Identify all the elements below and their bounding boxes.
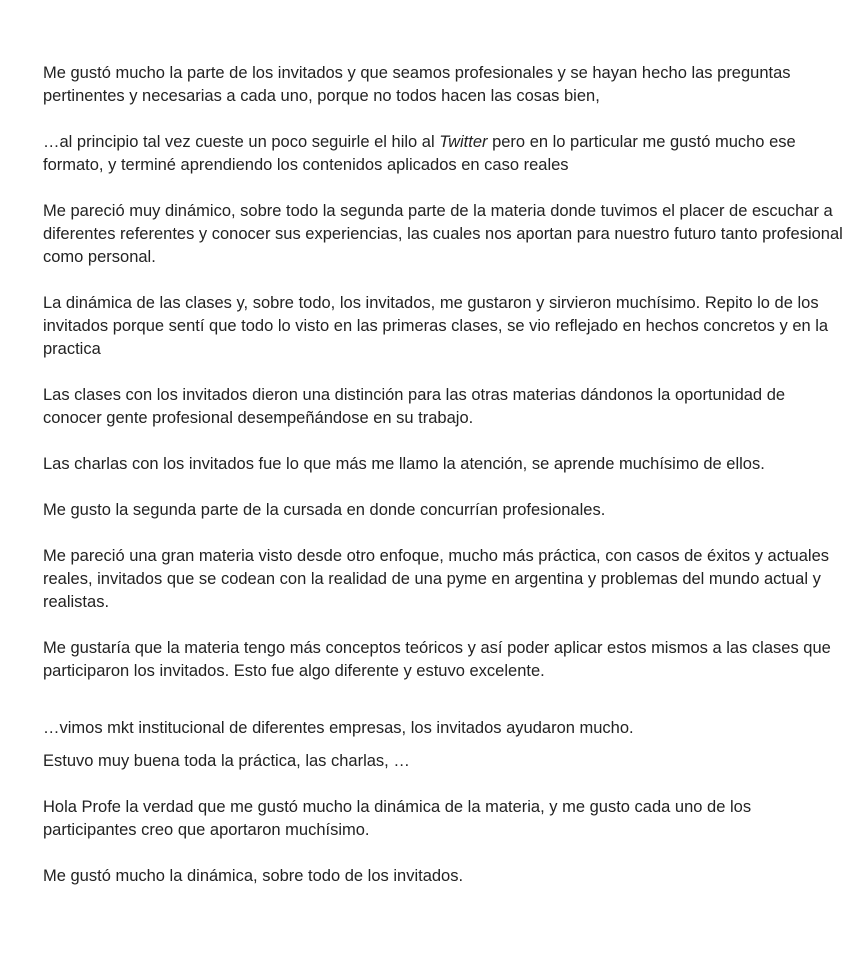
comment-12: Hola Profe la verdad que me gustó mucho la dinámica de la materia, y me gusto cada uno de los participantes creo que aportaron muchísimo. xyxy=(43,798,752,839)
comment-2-post: pero en lo particular me gustó mucho ese formato, y terminé aprendiendo los contenidos aplicados en caso reales xyxy=(43,133,796,174)
comment-5: Las clases con los invitados dieron una distinción para las otras materias dándonos la oportunidad de conocer gente profesional desempeñándose en su trabajo. xyxy=(43,386,786,427)
comments-document xyxy=(43,62,843,911)
comment-3: Me pareció muy dinámico, sobre todo la segunda parte de la materia donde tuvimos el placer de escuchar a diferentes referentes y conocer sus experiencias, las cuales nos aportan para nuestro futuro tanto profesional como personal. xyxy=(43,202,843,266)
comment-4: La dinámica de las clases y, sobre todo, los invitados, me gustaron y sirvieron muchísimo. Repito lo de los invitados porque sentí que todo lo visto en las primeras clases, se vio reflejado en hechos concretos y en la practica xyxy=(43,294,829,358)
comment-11: Estuvo muy buena toda la práctica, las charlas, … xyxy=(43,752,410,770)
comment-2-pre: …al principio tal vez cueste un poco seguirle el hilo al xyxy=(43,133,440,151)
comment-10: …vimos mkt institucional de diferentes empresas, los invitados ayudaron mucho. xyxy=(43,719,634,737)
comment-2-twitter: Twitter xyxy=(439,133,488,151)
comment-8: Me pareció una gran materia visto desde otro enfoque, mucho más práctica, con casos de éxitos y actuales reales, invitados que se codean con la realidad de una pyme en argentina y problemas del mundo actual y realistas. xyxy=(43,547,830,611)
comment-13: Me gustó mucho la dinámica, sobre todo de los invitados. xyxy=(43,867,464,885)
comment-9: Me gustaría que la materia tengo más conceptos teóricos y así poder aplicar estos mismos a las clases que participaron los invitados. Esto fue algo diferente y estuvo excelente. xyxy=(43,639,831,680)
comment-1: Me gustó mucho la parte de los invitados y que seamos profesionales y se hayan hecho las preguntas pertinentes y necesarias a cada uno, porque no todos hacen las cosas bien, xyxy=(43,64,791,105)
comment-2 xyxy=(43,131,843,177)
comment-6: Las charlas con los invitados fue lo que más me llamo la atención, se aprende muchísimo de ellos. xyxy=(43,455,765,473)
comment-7: Me gusto la segunda parte de la cursada en donde concurrían profesionales. xyxy=(43,501,606,519)
